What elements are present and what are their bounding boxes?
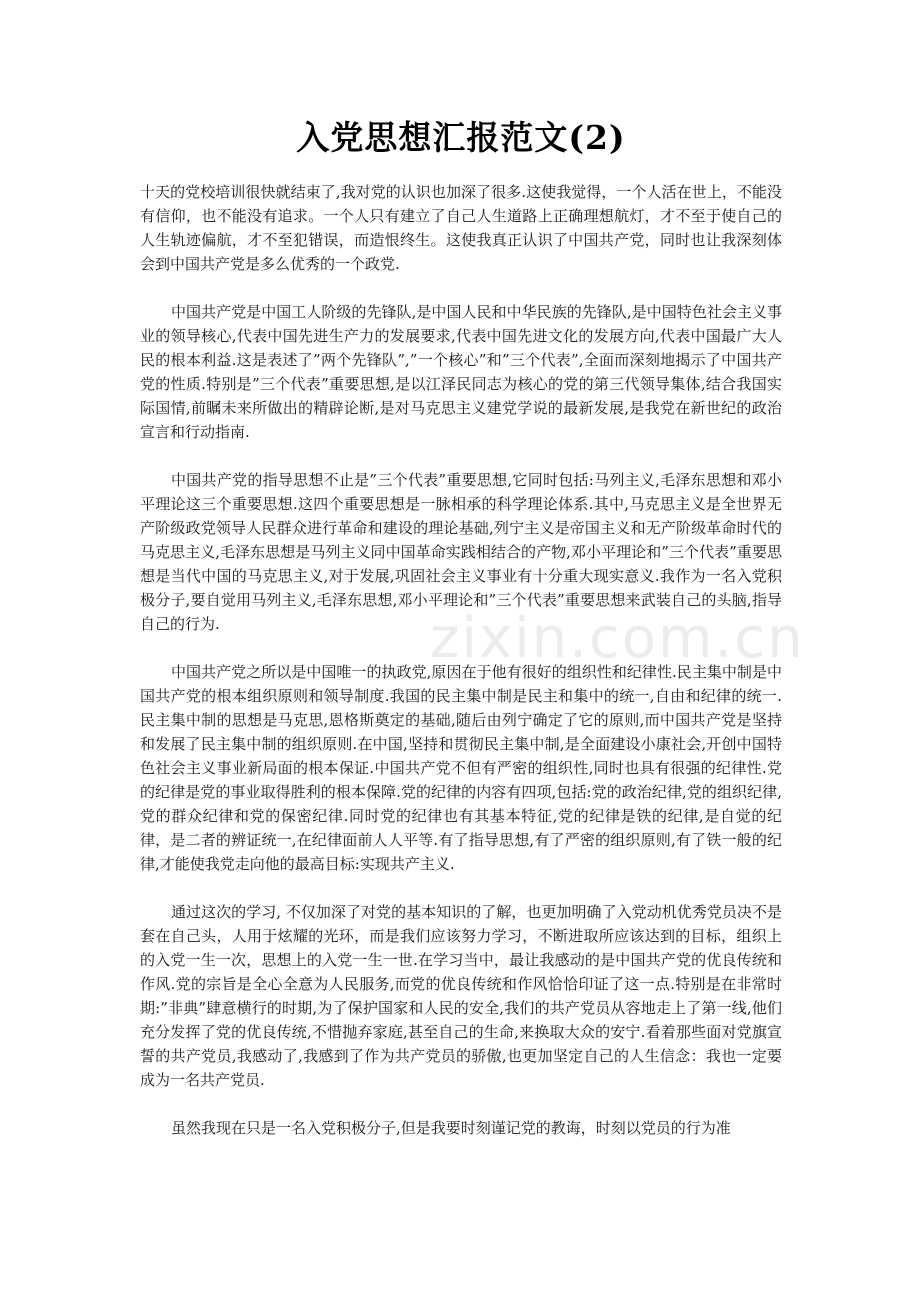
paragraph-5: 通过这次的学习, 不仅加深了对党的基本知识的了解，也更加明确了入党动机优秀党员决不是套在自己头，人用于炫耀的光环，而是我们应该努力学习，不断进取所应该达到的目标，组织上的入党一生一次，思想上的入党一生一世.在学习当中，最让我感动的是中国共产党的优良传统和作风.党的宗旨是全心全意为人民服务,而党的优良传统和作风恰恰印证了这一点.特别是在非常时期:”非典”肆意横行的时期,为了保护国家和人民的安全,我们的共产党员从容地走上了第一线,他们充分发挥了党的优良传统,不惜抛弃家庭,甚至自己的生命,来换取大众的安宁.看着那些面对党旗宣誓的共产党员,我感动了,我感到了作为共产党员的骄傲,也更加坚定自己的人生信念：我也一定要成为一名共产党员. [140, 903, 782, 1089]
document-page [140, 0, 782, 1164]
page-title: 入党思想汇报范文(2) [296, 118, 626, 157]
paragraph-2: 中国共产党是中国工人阶级的先锋队,是中国人民和中华民族的先锋队,是中国特色社会主义事业的领导核心,代表中国先进生产力的发展要求,代表中国先进文化的发展方向,代表中国最广大人民的根本利益.这是表述了”两个先锋队”,”一个核心”和”三个代表”,全面而深刻地揭示了中国共产党的性质.特别是”三个代表”重要思想,是以江泽民同志为核心的党的第三代领导集体,结合我国实际国情,前瞩未来所做出的精辟论断,是对马克思主义建党学说的最新发展,是我党在新世纪的政治宣言和行动指南. [140, 303, 782, 441]
watermark-text: zixin.com.cn [430, 606, 805, 671]
document-body [140, 180, 782, 1140]
paragraph-4: 中国共产党之所以是中国唯一的执政党,原因在于他有很好的组织性和纪律性.民主集中制是中国共产党的根本组织原则和领导制度.我国的民主集中制是民主和集中的统一,自由和纪律的统一.民主集中制的思想是马克思,恩格斯奠定的基础,随后由列宁确定了它的原则,而中国共产党是坚持和发展了民主集中制的组织原则.在中国,坚持和贯彻民主集中制,是全面建设小康社会,开创中国特色社会主义事业新局面的根本保证.中国共产党不但有严密的组织性,同时也具有很强的纪律性.党的纪律是党的事业取得胜利的根本保障.党的纪律的内容有四项,包括:党的政治纪律,党的组织纪律,党的群众纪律和党的保密纪律.同时党的纪律也有其基本特征,党的纪律是铁的纪律,是自觉的纪律，是二者的辨证统一,在纪律面前人人平等.有了指导思想,有了严密的组织原则,有了铁一般的纪律,才能使我党走向他的最高目标:实现共产主义. [140, 663, 782, 873]
paragraph-1: 十天的党校培训很快就结束了,我对党的认识也加深了很多.这使我觉得，一个人活在世上，不能没有信仰，也不能没有追求。一个人只有建立了自己人生道路上正确理想航灯，才不至于使自己的人生轨迹偏航，才不至犯错误，而造恨终生。这使我真正认识了中国共产党，同时也让我深刻体会到中国共产党是多么优秀的一个政党. [140, 183, 782, 273]
paragraph-3: 中国共产党的指导思想不止是”三个代表”重要思想,它同时包括:马列主义,毛泽东思想和邓小平理论这三个重要思想.这四个重要思想是一脉相承的科学理论体系.其中,马克思主义是全世界无产阶级政党领导人民群众进行革命和建设的理论基础,列宁主义是帝国主义和无产阶级革命时代的马克思主义,毛泽东思想是马列主义同中国革命实践相结合的产物,邓小平理论和”三个代表”重要思想是当代中国的马克思主义,对于发展,巩固社会主义事业有十分重大现实意义.我作为一名入党积极分子,要自觉用马列主义,毛泽东思想,邓小平理论和”三个代表”重要思想来武装自己的头脑,指导自己的行为. [140, 471, 782, 633]
paragraph-6: 虽然我现在只是一名入党积极分子,但是我要时刻谨记党的教诲，时刻以党员的行为准 [171, 1119, 731, 1137]
